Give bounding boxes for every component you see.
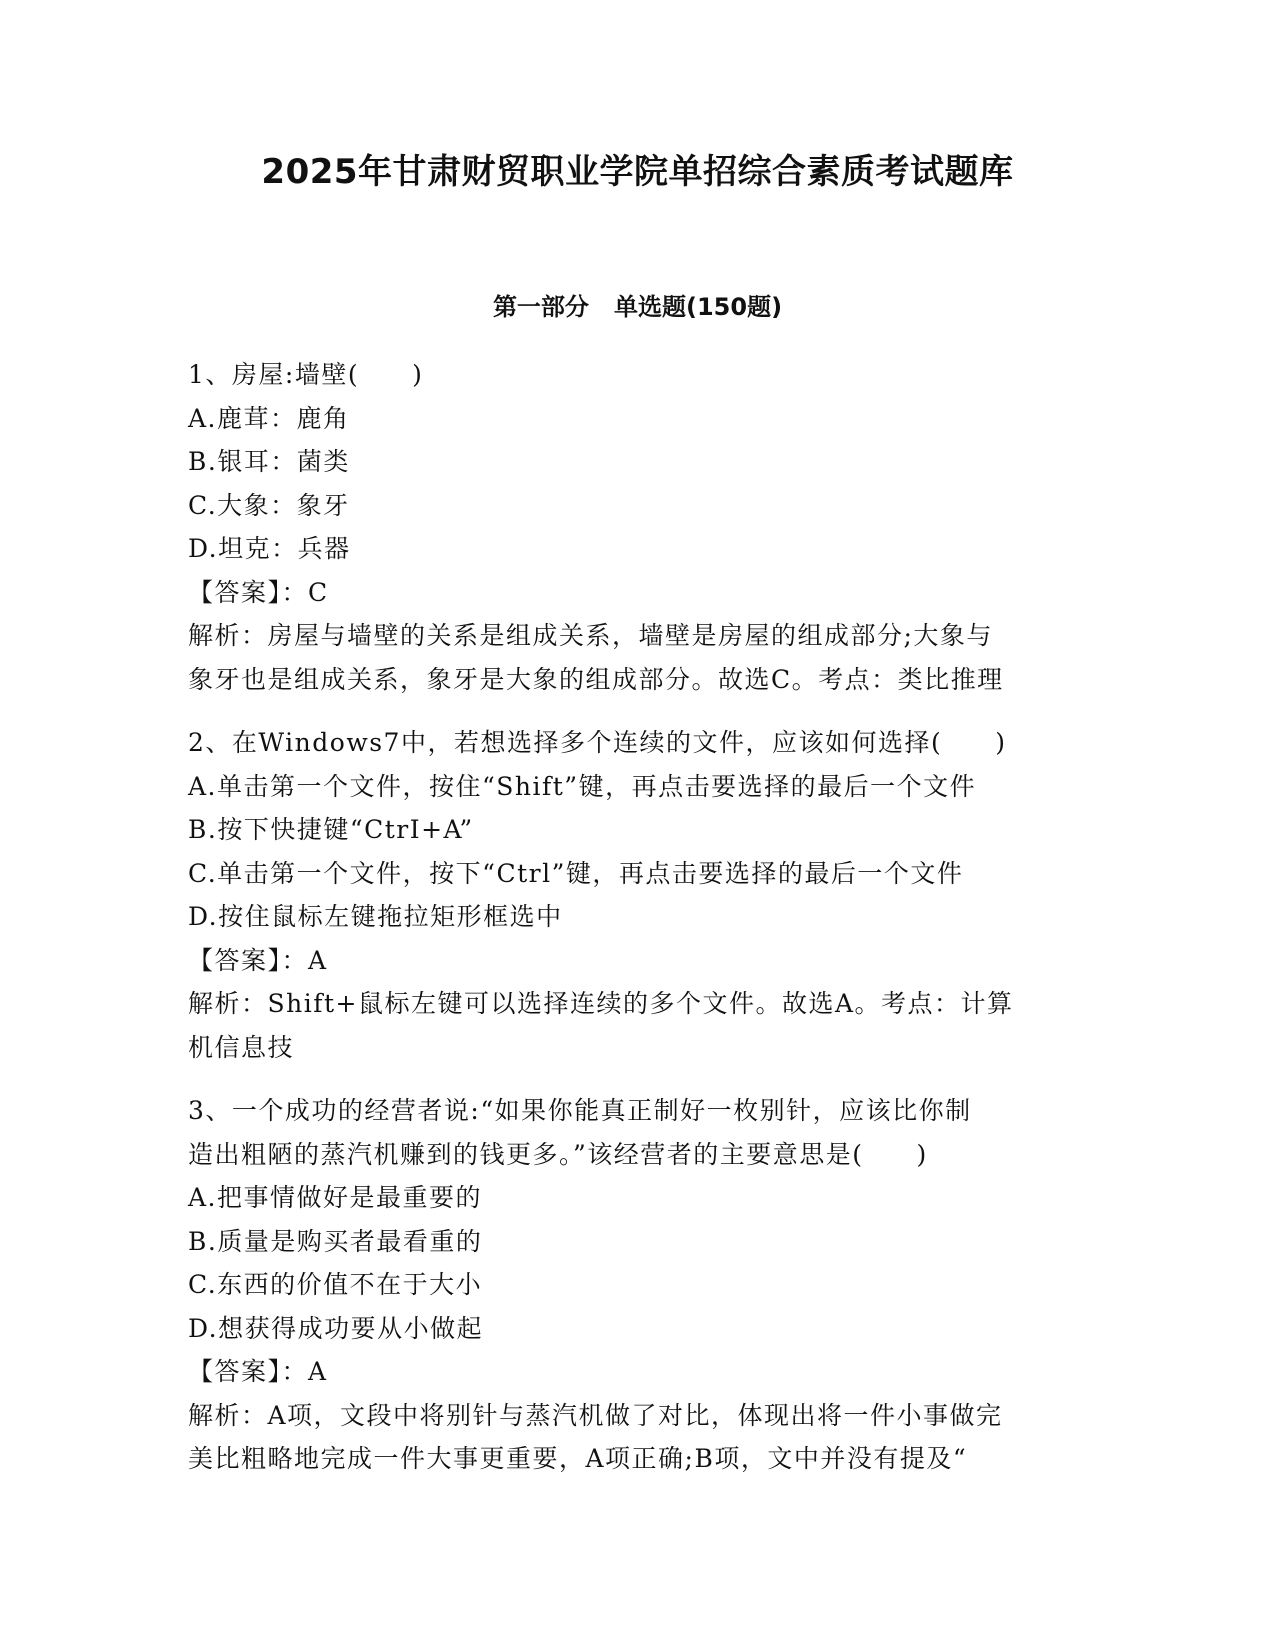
question-spacer (188, 1069, 1088, 1089)
section-title: 第一部分 单选题(150题) (492, 293, 783, 321)
question-1 (188, 353, 1088, 701)
option-c: C.大象：象牙 (188, 490, 350, 520)
option-a: A.鹿茸：鹿角 (188, 403, 350, 433)
question-spacer (188, 701, 1088, 721)
answer: 【答案】：A (188, 1357, 328, 1386)
analysis-line: 象牙也是组成关系，象牙是大象的组成部分。故选C。考点：类比推理 (188, 664, 1004, 694)
option-c: C.东西的价值不在于大小 (188, 1270, 483, 1299)
option-d: D.想获得成功要从小做起 (188, 1313, 484, 1343)
question-stem: 1、房屋:墙壁( ) (188, 360, 424, 389)
analysis-line: 美比粗略地完成一件大事更重要，A项正确;B项，文中并没有提及“ (188, 1444, 968, 1473)
analysis-line: 解析：A项，文段中将别针与蒸汽机做了对比，体现出将一件小事做完 (188, 1400, 1003, 1430)
answer: 【答案】：A (188, 945, 328, 975)
question-3 (188, 1089, 1088, 1481)
option-b: B.按下快捷键“CtrI+A” (188, 815, 474, 844)
option-a: A.单击第一个文件，按住“Shift”键，再点击要选择的最后一个文件 (188, 771, 977, 801)
option-b: B.质量是购买者最看重的 (188, 1226, 483, 1256)
option-d: D.按住鼠标左键拖拉矩形框选中 (188, 902, 563, 931)
question-stem: 2、在Windows7中，若想选择多个连续的文件，应该如何选择( ) (188, 728, 1007, 757)
question-2 (188, 721, 1088, 1069)
answer: 【答案】：C (188, 577, 329, 607)
option-c: C.单击第一个文件，按下“Ctrl”键，再点击要选择的最后一个文件 (188, 858, 964, 888)
option-b: B.银耳：菌类 (188, 447, 350, 476)
analysis-line: 解析：房屋与墙壁的关系是组成关系，墙壁是房屋的组成部分;大象与 (188, 621, 993, 650)
option-d: D.坦克：兵器 (188, 534, 351, 563)
question-list (188, 353, 1088, 1481)
analysis-line: 机信息技 (188, 1032, 295, 1062)
question-stem: 3、一个成功的经营者说:“如果你能真正制好一枚别针，应该比你制 (188, 1096, 972, 1125)
analysis-line: 解析：Shift+鼠标左键可以选择连续的多个文件。故选A。考点：计算 (188, 989, 1014, 1018)
question-stem: 造出粗陋的蒸汽机赚到的钱更多。”该经营者的主要意思是( ) (188, 1139, 928, 1169)
document-title: 2025年甘肃财贸职业学院单招综合素质考试题库 (261, 152, 1014, 192)
option-a: A.把事情做好是最重要的 (188, 1183, 483, 1212)
